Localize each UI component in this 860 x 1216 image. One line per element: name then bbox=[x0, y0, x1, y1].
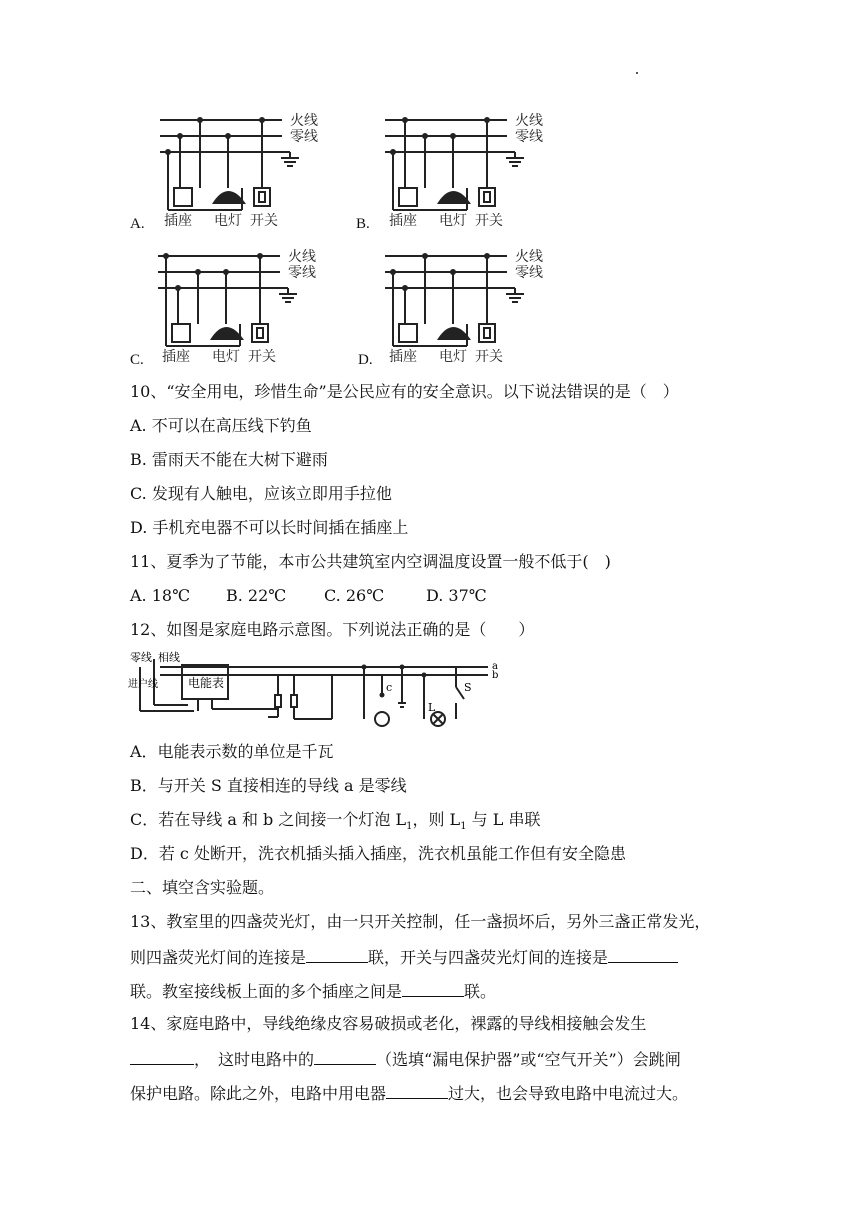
answer-blank[interactable] bbox=[608, 944, 678, 963]
svg-text:L: L bbox=[428, 701, 436, 714]
svg-text:c: c bbox=[386, 681, 393, 694]
option-c-label: C. bbox=[130, 352, 144, 368]
q13-line-2: 则四盏荧光灯间的连接是 联，开关与四盏荧光灯间的连接是 bbox=[130, 944, 678, 970]
option-b-label: B. bbox=[356, 216, 370, 232]
q14-line-1: 14、家庭电路中，导线绝缘皮容易破损或老化，裸露的导线相接触会发生 bbox=[130, 1014, 647, 1033]
option-d-label: D. bbox=[358, 352, 373, 368]
wiring-diagram-b bbox=[375, 108, 575, 230]
wiring-diagram-a bbox=[150, 108, 350, 230]
svg-text:零线: 零线 bbox=[130, 651, 152, 664]
wiring-diagram-c bbox=[148, 244, 348, 366]
q10-option-a: A. 不可以在高压线下钓鱼 bbox=[130, 416, 312, 435]
svg-text:火线: 火线 bbox=[288, 249, 316, 265]
svg-text:开关: 开关 bbox=[250, 213, 278, 229]
q10-option-c: C. 发现有人触电，应该立即用手拉他 bbox=[130, 484, 392, 503]
q10-stem: 10、“安全用电，珍惜生命”是公民应有的安全意识。以下说法错误的是（ ） bbox=[130, 382, 679, 401]
q14-line-3: 保护电路。除此之外，电路中用电器 过大，也会导致电路中电流过大。 bbox=[130, 1080, 688, 1106]
svg-text:零线: 零线 bbox=[515, 265, 543, 281]
answer-blank[interactable] bbox=[402, 978, 464, 997]
svg-text:进户线: 进户线 bbox=[128, 679, 158, 690]
answer-blank[interactable] bbox=[130, 1046, 194, 1065]
svg-text:插座: 插座 bbox=[164, 213, 192, 229]
svg-text:电灯: 电灯 bbox=[439, 349, 467, 365]
svg-text:火线: 火线 bbox=[515, 249, 543, 265]
speck bbox=[636, 72, 638, 74]
q12-option-d: D．若 c 处断开，洗衣机插头插入插座，洗衣机虽能工作但有安全隐患 bbox=[130, 844, 626, 863]
q14-line-2: ， 这时电路中的 （选填“漏电保护器”或“空气开关”）会跳闸 bbox=[130, 1046, 681, 1072]
svg-text:电灯: 电灯 bbox=[439, 213, 467, 229]
q11-option-d: D. 37℃ bbox=[426, 586, 487, 605]
svg-text:开关: 开关 bbox=[475, 213, 503, 229]
q11-stem: 11、夏季为了节能，本市公共建筑室内空调温度设置一般不低于( ) bbox=[130, 552, 611, 571]
home-circuit-diagram bbox=[128, 647, 518, 733]
svg-text:相线: 相线 bbox=[158, 651, 180, 664]
q12-option-a: A．电能表示数的单位是千瓦 bbox=[130, 742, 334, 761]
wiring-diagram-d bbox=[375, 244, 575, 366]
q10-option-d: D. 手机充电器不可以长时间插在插座上 bbox=[130, 518, 409, 537]
svg-text:插座: 插座 bbox=[162, 349, 190, 365]
q11-option-c: C. 26℃ bbox=[324, 586, 385, 605]
option-a-label: A. bbox=[130, 216, 145, 232]
answer-blank[interactable] bbox=[314, 1046, 376, 1065]
q11-option-a: A. 18℃ bbox=[130, 586, 190, 605]
q10-option-b: B. 雷雨天不能在大树下避雨 bbox=[130, 450, 328, 469]
svg-text:电灯: 电灯 bbox=[214, 213, 242, 229]
svg-text:S: S bbox=[464, 681, 472, 694]
svg-text:开关: 开关 bbox=[475, 349, 503, 365]
svg-text:电能表: 电能表 bbox=[188, 676, 225, 690]
svg-text:零线: 零线 bbox=[515, 129, 543, 145]
answer-blank[interactable] bbox=[306, 944, 368, 963]
svg-text:火线: 火线 bbox=[290, 113, 318, 129]
svg-text:电灯: 电灯 bbox=[212, 349, 240, 365]
svg-text:b: b bbox=[492, 670, 499, 681]
svg-text:火线: 火线 bbox=[515, 113, 543, 129]
svg-text:插座: 插座 bbox=[389, 349, 417, 365]
answer-blank[interactable] bbox=[386, 1080, 448, 1099]
q12-option-b: B．与开关 S 直接相连的导线 a 是零线 bbox=[130, 776, 407, 795]
q12-stem: 12、如图是家庭电路示意图。下列说法正确的是（ ） bbox=[130, 620, 535, 639]
svg-text:零线: 零线 bbox=[290, 129, 318, 145]
svg-text:零线: 零线 bbox=[288, 265, 316, 281]
q13-line-1: 13、教室里的四盏荧光灯，由一只开关控制，任一盏损坏后，另外三盏正常发光， bbox=[130, 912, 711, 931]
q13-line-3: 联。教室接线板上面的多个插座之间是 联。 bbox=[130, 978, 496, 1004]
section-2-heading: 二、填空含实验题。 bbox=[130, 878, 275, 897]
svg-text:a: a bbox=[492, 661, 498, 672]
q11-option-b: B. 22℃ bbox=[226, 586, 287, 605]
svg-text:开关: 开关 bbox=[248, 349, 276, 365]
q12-option-c: C．若在导线 a 和 b 之间接一个灯泡 $L_1$，则 $L_1$ 与 L 串联 bbox=[130, 810, 541, 833]
svg-text:插座: 插座 bbox=[389, 213, 417, 229]
